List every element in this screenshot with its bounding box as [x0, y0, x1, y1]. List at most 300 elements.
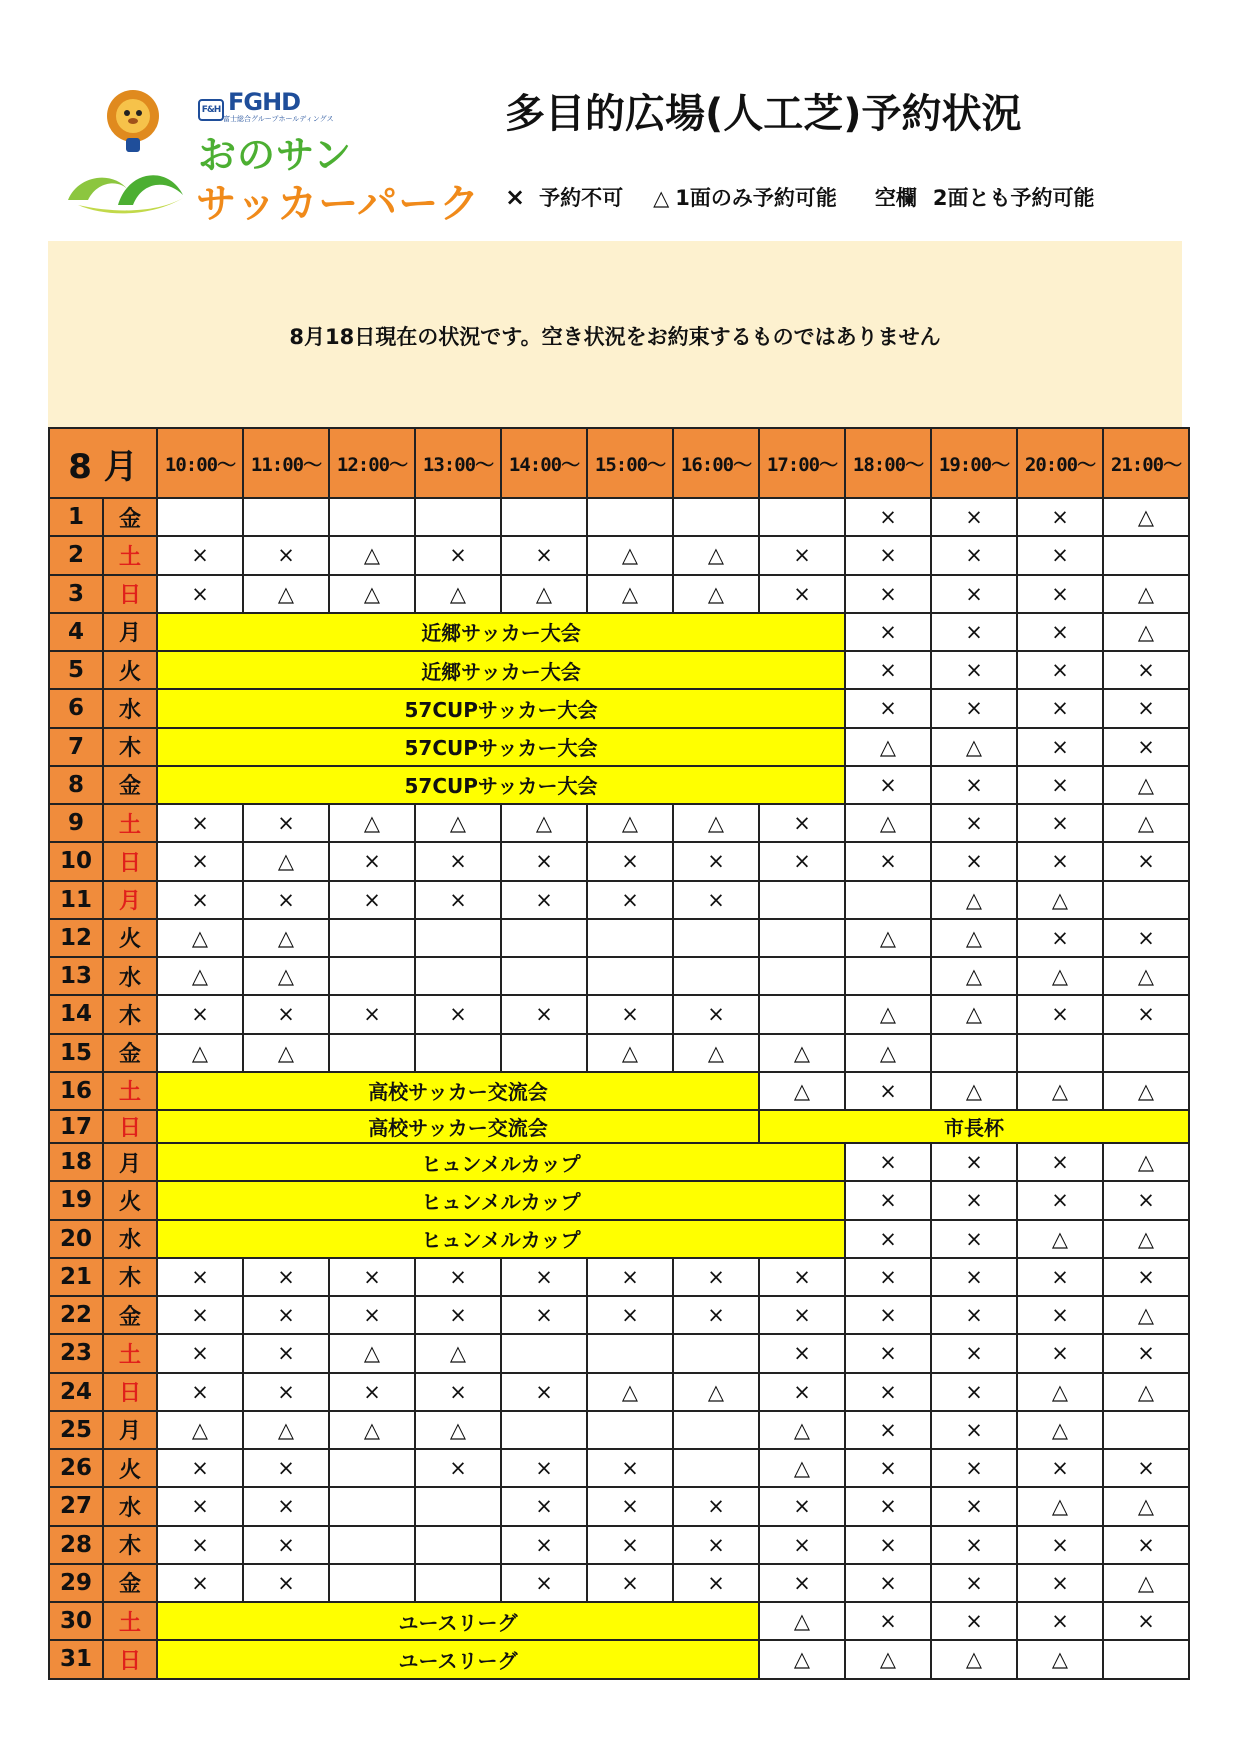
table-row	[49, 1181, 1189, 1219]
slot-cell: △	[1017, 1411, 1103, 1449]
slot-cell	[1103, 1411, 1189, 1449]
slot-cell: ×	[759, 804, 845, 842]
slot-cell: ×	[501, 536, 587, 574]
weekday: 金	[103, 1296, 157, 1334]
slot-cell: ×	[931, 1564, 1017, 1602]
slot-cell: ×	[931, 1181, 1017, 1219]
slot-cell: ×	[759, 1487, 845, 1525]
slot-cell: ×	[1103, 995, 1189, 1033]
day-number: 19	[49, 1181, 103, 1219]
slot-cell: ×	[759, 1258, 845, 1296]
slot-cell: △	[1017, 1072, 1103, 1110]
weekday: 金	[103, 1034, 157, 1072]
slot-cell: △	[243, 919, 329, 957]
slot-cell: ×	[759, 1564, 845, 1602]
slot-cell: ×	[157, 1449, 243, 1487]
slot-cell: ×	[1103, 919, 1189, 957]
time-header: 19:00～	[931, 428, 1017, 498]
notice-text: 8月18日現在の状況です。空き状況をお約束するものではありません	[289, 325, 941, 349]
day-number: 26	[49, 1449, 103, 1487]
slot-cell: ×	[157, 1564, 243, 1602]
slot-cell: △	[1103, 804, 1189, 842]
slot-cell: ×	[157, 575, 243, 613]
time-header: 12:00～	[329, 428, 415, 498]
table-row	[49, 1110, 1189, 1143]
slot-cell	[415, 1034, 501, 1072]
time-header: 14:00～	[501, 428, 587, 498]
slot-cell: ×	[931, 1143, 1017, 1181]
slot-cell: ×	[845, 575, 931, 613]
slot-cell: ×	[415, 1449, 501, 1487]
slot-cell: ×	[845, 1411, 931, 1449]
slot-cell: ×	[157, 1258, 243, 1296]
slot-cell: ×	[845, 613, 931, 651]
slot-cell	[501, 498, 587, 536]
day-number: 24	[49, 1373, 103, 1411]
slot-cell: ×	[845, 1449, 931, 1487]
day-number: 17	[49, 1110, 103, 1143]
table-row	[49, 1487, 1189, 1525]
slot-cell: △	[1017, 1640, 1103, 1678]
legend-x-text: 予約不可	[539, 186, 624, 210]
slot-cell	[673, 1411, 759, 1449]
slot-cell: ×	[243, 804, 329, 842]
slot-cell: ×	[1017, 575, 1103, 613]
slot-cell: △	[845, 1640, 931, 1678]
day-number: 28	[49, 1526, 103, 1564]
slot-cell: ×	[673, 995, 759, 1033]
table-row	[49, 1373, 1189, 1411]
slot-cell: △	[329, 1334, 415, 1372]
slot-cell	[415, 498, 501, 536]
slot-cell	[329, 1526, 415, 1564]
slot-cell: △	[157, 1411, 243, 1449]
slot-cell: ×	[1103, 651, 1189, 689]
slot-cell	[329, 498, 415, 536]
event-cell: ヒュンメルカップ	[157, 1181, 845, 1219]
slot-cell: ×	[157, 1296, 243, 1334]
weekday: 土	[103, 1602, 157, 1640]
table-row	[49, 804, 1189, 842]
day-number: 22	[49, 1296, 103, 1334]
weekday: 日	[103, 575, 157, 613]
slot-cell: △	[1103, 1564, 1189, 1602]
slot-cell	[329, 957, 415, 995]
slot-cell: ×	[673, 1487, 759, 1525]
slot-cell: ×	[587, 1258, 673, 1296]
legend-x-symbol: ×	[505, 183, 526, 211]
slot-cell: ×	[931, 575, 1017, 613]
swoosh-icon	[58, 150, 198, 220]
table-row	[49, 651, 1189, 689]
weekday: 日	[103, 842, 157, 880]
slot-cell: △	[673, 1034, 759, 1072]
weekday: 火	[103, 1181, 157, 1219]
slot-cell: ×	[845, 498, 931, 536]
day-number: 6	[49, 689, 103, 727]
slot-cell	[329, 1449, 415, 1487]
slot-cell: ×	[243, 536, 329, 574]
slot-cell: ×	[587, 995, 673, 1033]
slot-cell: ×	[931, 498, 1017, 536]
slot-cell: △	[759, 1411, 845, 1449]
event-cell: 57CUPサッカー大会	[157, 689, 845, 727]
slot-cell	[587, 957, 673, 995]
slot-cell: ×	[845, 1334, 931, 1372]
slot-cell: ×	[1017, 651, 1103, 689]
slot-cell: ×	[931, 766, 1017, 804]
weekday: 日	[103, 1640, 157, 1678]
slot-cell: ×	[415, 1258, 501, 1296]
slot-cell: △	[759, 1602, 845, 1640]
slot-cell	[587, 498, 673, 536]
table-row	[49, 1334, 1189, 1372]
slot-cell: △	[415, 1334, 501, 1372]
weekday: 水	[103, 957, 157, 995]
slot-cell: △	[673, 1373, 759, 1411]
slot-cell: ×	[931, 842, 1017, 880]
slot-cell: ×	[1103, 1258, 1189, 1296]
slot-cell: △	[845, 728, 931, 766]
slot-cell: ×	[931, 689, 1017, 727]
slot-cell: ×	[931, 1449, 1017, 1487]
weekday: 金	[103, 498, 157, 536]
slot-cell	[501, 1334, 587, 1372]
day-number: 31	[49, 1640, 103, 1678]
event-cell: 高校サッカー交流会	[157, 1110, 759, 1143]
day-number: 23	[49, 1334, 103, 1372]
table-row	[49, 766, 1189, 804]
slot-cell: ×	[845, 842, 931, 880]
slot-cell: ×	[329, 1296, 415, 1334]
day-number: 9	[49, 804, 103, 842]
event-cell: 近郷サッカー大会	[157, 613, 845, 651]
slot-cell: △	[845, 1034, 931, 1072]
slot-cell	[673, 498, 759, 536]
table-row	[49, 689, 1189, 727]
slot-cell: ×	[1103, 1181, 1189, 1219]
slot-cell: ×	[157, 881, 243, 919]
day-number: 13	[49, 957, 103, 995]
table-row	[49, 613, 1189, 651]
weekday: 木	[103, 995, 157, 1033]
slot-cell: ×	[845, 1258, 931, 1296]
table-row	[49, 728, 1189, 766]
slot-cell: △	[587, 1373, 673, 1411]
slot-cell: ×	[243, 1373, 329, 1411]
slot-cell: ×	[1017, 804, 1103, 842]
weekday: 日	[103, 1110, 157, 1143]
slot-cell: ×	[845, 1602, 931, 1640]
event-cell: 57CUPサッカー大会	[157, 766, 845, 804]
day-number: 11	[49, 881, 103, 919]
legend-blank-text: 2面とも予約可能	[932, 186, 1095, 210]
slot-cell: △	[759, 1072, 845, 1110]
slot-cell: ×	[587, 1526, 673, 1564]
slot-cell: ×	[1017, 689, 1103, 727]
slot-cell	[587, 1411, 673, 1449]
event-cell: 高校サッカー交流会	[157, 1072, 759, 1110]
slot-cell: ×	[1103, 728, 1189, 766]
weekday: 土	[103, 536, 157, 574]
slot-cell: ×	[759, 536, 845, 574]
table-row	[49, 1640, 1189, 1678]
event-cell: 近郷サッカー大会	[157, 651, 845, 689]
slot-cell	[1103, 1034, 1189, 1072]
slot-cell	[673, 919, 759, 957]
slot-cell: ×	[329, 881, 415, 919]
table-row	[49, 498, 1189, 536]
slot-cell	[243, 498, 329, 536]
weekday: 日	[103, 1373, 157, 1411]
slot-cell: ×	[845, 1220, 931, 1258]
slot-cell: △	[1103, 613, 1189, 651]
time-header: 16:00～	[673, 428, 759, 498]
slot-cell: △	[415, 1411, 501, 1449]
slot-cell: △	[1017, 1373, 1103, 1411]
slot-cell: △	[587, 536, 673, 574]
weekday: 水	[103, 1220, 157, 1258]
table-row	[49, 995, 1189, 1033]
time-header: 13:00～	[415, 428, 501, 498]
slot-cell: ×	[1017, 536, 1103, 574]
slot-cell: ×	[243, 1564, 329, 1602]
brand-line2: サッカーパーク	[196, 181, 481, 227]
slot-cell: ×	[243, 1334, 329, 1372]
slot-cell	[759, 957, 845, 995]
table-row	[49, 842, 1189, 880]
slot-cell: ×	[1017, 1526, 1103, 1564]
slot-cell: ×	[157, 842, 243, 880]
table-row	[49, 1602, 1189, 1640]
day-number: 12	[49, 919, 103, 957]
month-label: 8 月	[49, 428, 157, 498]
slot-cell: ×	[587, 1296, 673, 1334]
slot-cell: △	[243, 957, 329, 995]
slot-cell: △	[845, 804, 931, 842]
slot-cell: △	[673, 804, 759, 842]
slot-cell: ×	[587, 1487, 673, 1525]
slot-cell	[415, 1487, 501, 1525]
weekday: 水	[103, 1487, 157, 1525]
slot-cell: △	[1103, 498, 1189, 536]
slot-cell	[501, 1034, 587, 1072]
legend	[505, 182, 1095, 212]
weekday: 月	[103, 881, 157, 919]
slot-cell	[587, 1334, 673, 1372]
weekday: 水	[103, 689, 157, 727]
slot-cell: △	[1017, 881, 1103, 919]
table-row	[49, 1411, 1189, 1449]
slot-cell: ×	[415, 536, 501, 574]
slot-cell: ×	[1017, 842, 1103, 880]
slot-cell	[1103, 1640, 1189, 1678]
slot-cell: △	[587, 575, 673, 613]
slot-cell: ×	[759, 1526, 845, 1564]
table-row	[49, 919, 1189, 957]
legend-tri-symbol: △	[653, 186, 670, 210]
slot-cell: ×	[673, 881, 759, 919]
slot-cell	[329, 919, 415, 957]
slot-cell: ×	[931, 1526, 1017, 1564]
fghd-mark-icon: F&H	[198, 99, 224, 121]
slot-cell: ×	[243, 1296, 329, 1334]
slot-cell: ×	[329, 1258, 415, 1296]
slot-cell: ×	[501, 842, 587, 880]
event-cell: ユースリーグ	[157, 1602, 759, 1640]
slot-cell: ×	[415, 1373, 501, 1411]
slot-cell: ×	[1017, 613, 1103, 651]
slot-cell: ×	[759, 575, 845, 613]
slot-cell: △	[1103, 957, 1189, 995]
day-number: 7	[49, 728, 103, 766]
slot-cell: ×	[587, 1449, 673, 1487]
table-row	[49, 536, 1189, 574]
day-number: 30	[49, 1602, 103, 1640]
slot-cell: ×	[845, 1526, 931, 1564]
slot-cell: ×	[157, 1334, 243, 1372]
weekday: 月	[103, 1143, 157, 1181]
slot-cell: ×	[845, 1487, 931, 1525]
slot-cell: △	[759, 1034, 845, 1072]
slot-cell: ×	[157, 995, 243, 1033]
slot-cell: ×	[759, 842, 845, 880]
table-row	[49, 1564, 1189, 1602]
slot-cell: ×	[415, 995, 501, 1033]
day-number: 10	[49, 842, 103, 880]
brand-line1: おのサン	[198, 133, 353, 177]
time-header: 15:00～	[587, 428, 673, 498]
slot-cell	[759, 919, 845, 957]
slot-cell: ×	[1017, 728, 1103, 766]
slot-cell	[759, 498, 845, 536]
event-cell: 市長杯	[759, 1110, 1189, 1143]
slot-cell: ×	[673, 1564, 759, 1602]
slot-cell: ×	[243, 1526, 329, 1564]
weekday: 土	[103, 1334, 157, 1372]
weekday: 土	[103, 1072, 157, 1110]
slot-cell: ×	[845, 1072, 931, 1110]
slot-cell: △	[673, 575, 759, 613]
day-number: 4	[49, 613, 103, 651]
time-header: 11:00～	[243, 428, 329, 498]
slot-cell: ×	[501, 1258, 587, 1296]
slot-cell: △	[931, 1640, 1017, 1678]
time-header: 18:00～	[845, 428, 931, 498]
slot-cell: ×	[329, 842, 415, 880]
slot-cell: △	[243, 1034, 329, 1072]
slot-cell: ×	[759, 1373, 845, 1411]
slot-cell: ×	[931, 651, 1017, 689]
slot-cell: ×	[243, 995, 329, 1033]
slot-cell: △	[329, 804, 415, 842]
table-row	[49, 1526, 1189, 1564]
slot-cell: △	[329, 1411, 415, 1449]
slot-cell: ×	[1017, 1143, 1103, 1181]
slot-cell: ×	[931, 1220, 1017, 1258]
event-cell: ヒュンメルカップ	[157, 1143, 845, 1181]
slot-cell: △	[931, 728, 1017, 766]
table-row	[49, 1034, 1189, 1072]
slot-cell: △	[1103, 1296, 1189, 1334]
day-number: 20	[49, 1220, 103, 1258]
slot-cell: ×	[415, 1296, 501, 1334]
slot-cell: ×	[329, 1373, 415, 1411]
slot-cell	[931, 1034, 1017, 1072]
slot-cell: ×	[1017, 1181, 1103, 1219]
slot-cell: ×	[759, 1334, 845, 1372]
slot-cell: ×	[501, 1296, 587, 1334]
slot-cell: ×	[501, 881, 587, 919]
slot-cell: △	[1103, 575, 1189, 613]
slot-cell: △	[243, 1411, 329, 1449]
notice-box	[48, 241, 1182, 427]
slot-cell	[673, 1449, 759, 1487]
slot-cell: ×	[931, 536, 1017, 574]
day-number: 27	[49, 1487, 103, 1525]
table-row	[49, 1143, 1189, 1181]
weekday: 火	[103, 1449, 157, 1487]
slot-cell	[501, 919, 587, 957]
slot-cell: ×	[501, 1564, 587, 1602]
slot-cell: △	[157, 919, 243, 957]
slot-cell: ×	[759, 1296, 845, 1334]
slot-cell: ×	[1017, 1449, 1103, 1487]
slot-cell: △	[1103, 1072, 1189, 1110]
slot-cell	[845, 957, 931, 995]
lion-mascot-icon	[98, 86, 168, 156]
slot-cell: ×	[1017, 1334, 1103, 1372]
slot-cell	[329, 1564, 415, 1602]
slot-cell: ×	[329, 995, 415, 1033]
day-number: 18	[49, 1143, 103, 1181]
legend-blank-symbol: 空欄	[874, 186, 917, 210]
weekday: 金	[103, 1564, 157, 1602]
slot-cell: ×	[845, 1296, 931, 1334]
slot-cell: ×	[1017, 498, 1103, 536]
day-number: 3	[49, 575, 103, 613]
slot-cell: ×	[1103, 1334, 1189, 1372]
event-cell: ユースリーグ	[157, 1640, 759, 1678]
slot-cell: ×	[1017, 1564, 1103, 1602]
slot-cell: ×	[501, 995, 587, 1033]
table-row	[49, 1072, 1189, 1110]
slot-cell: ×	[845, 766, 931, 804]
slot-cell: ×	[845, 689, 931, 727]
slot-cell	[157, 498, 243, 536]
slot-cell: ×	[587, 881, 673, 919]
slot-cell: ×	[931, 1296, 1017, 1334]
table-row	[49, 881, 1189, 919]
slot-cell	[501, 1411, 587, 1449]
day-number: 21	[49, 1258, 103, 1296]
slot-cell	[415, 919, 501, 957]
table-row	[49, 1449, 1189, 1487]
slot-cell: ×	[243, 1258, 329, 1296]
slot-cell: △	[1103, 1373, 1189, 1411]
slot-cell: ×	[931, 613, 1017, 651]
slot-cell: △	[931, 881, 1017, 919]
table-row	[49, 1296, 1189, 1334]
slot-cell: △	[157, 957, 243, 995]
slot-cell: △	[759, 1449, 845, 1487]
slot-cell: ×	[501, 1373, 587, 1411]
day-number: 1	[49, 498, 103, 536]
slot-cell: △	[931, 1072, 1017, 1110]
slot-cell: ×	[501, 1526, 587, 1564]
slot-cell: ×	[931, 1411, 1017, 1449]
slot-cell: ×	[243, 881, 329, 919]
